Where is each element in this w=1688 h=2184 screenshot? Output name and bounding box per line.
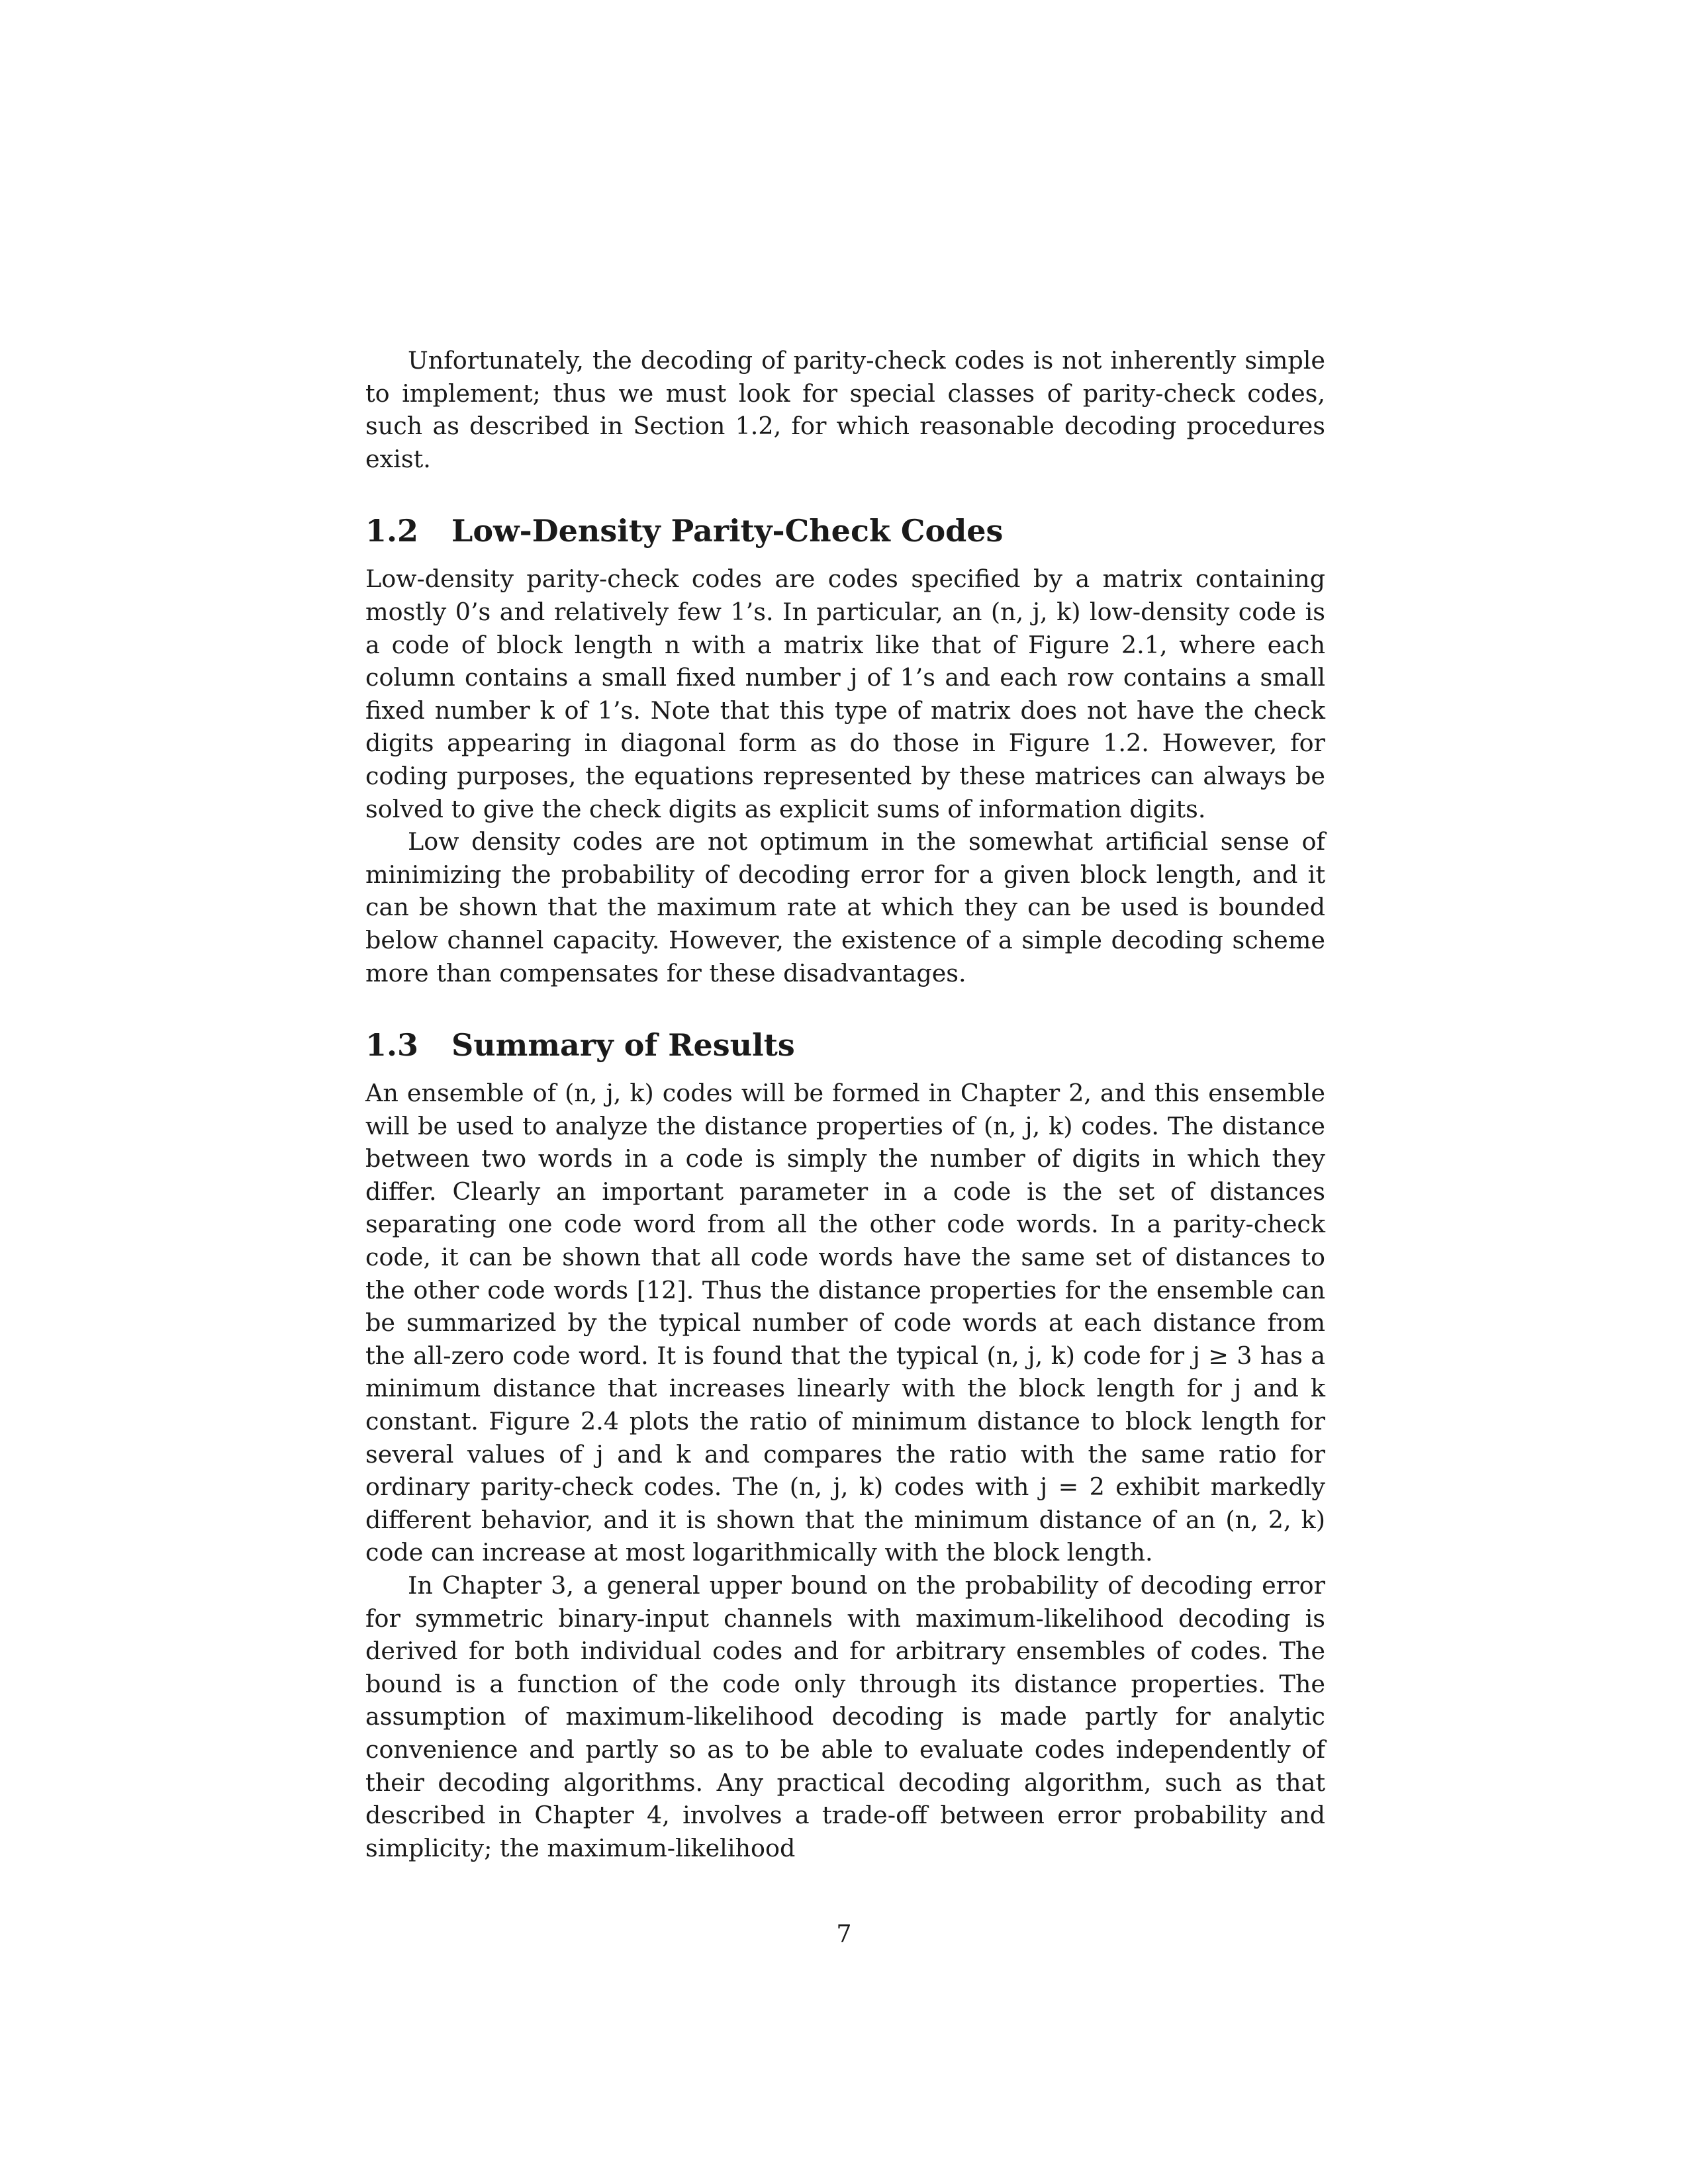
section-1-3-paragraph-2: In Chapter 3, a general upper bound on the probability of decoding error for symmetric binary-input channels with maximum-likelihood decoding is derived for both individual codes and for arbitrary ensembles of codes. The bound is a function of the code only through its distance properties. The assumption of maximum-likelihood decoding is made partly for analytic convenience and partly so as to be able to evaluate codes independently of their decoding algorithms. Any practical decoding algorithm, such as that described in Chapter 4, involves a trade-off between error probability and simplicity; the maximum-likelihood (365, 1571, 1325, 1862)
section-heading-1-3 (365, 1025, 1325, 1065)
page-number: 7 (836, 1919, 852, 1948)
section-title: Summary of Results (451, 1027, 795, 1064)
intro-paragraph: Unfortunately, the decoding of parity-check codes is not inherently simple to implement; thus we must look for special classes of parity-check codes, such as described in Section 1.2, for which reasonable decoding procedures exist. (365, 346, 1325, 473)
section-1-2-paragraph-2: Low density codes are not optimum in the somewhat artificial sense of minimizing the probability of decoding error for a given block length, and it can be shown that the maximum rate at which they can be used is bounded below channel capacity. However, the existence of a simple decoding scheme more than compensates for these disadvantages. (365, 827, 1325, 987)
section-1-3-paragraph-1: An ensemble of (n, j, k) codes will be formed in Chapter 2, and this ensemble will be used to analyze the distance properties of (n, j, k) codes. The distance between two words in a code is simply the number of digits in which they differ. Clearly an important parameter in a code is the set of distances separating one code word from all the other code words. In a parity-check code, it can be shown that all code words have the same set of distances to the other code words [12]. Thus the distance properties for the ensemble can be summarized by the typical number of code words at each distance from the all-zero code word. It is found that the typical (n, j, k) code for j ≥ 3 has a minimum distance that increases linearly with the block length for j and k constant. Figure 2.4 plots the ratio of minimum distance to block length for several values of j and k and compares the ratio with the same ratio for ordinary parity-check codes. The (n, j, k) codes with j = 2 exhibit markedly different behavior, and it is shown that the minimum distance of an (n, 2, k) code can increase at most logarithmically with the block length. (365, 1079, 1325, 1567)
section-number: 1.3 (365, 1027, 419, 1064)
section-1-2-paragraph-1: Low-density parity-check codes are codes specified by a matrix containing mostly 0’s and relatively few 1’s. In particular, an (n, j, k) low-density code is a code of block length n with a matrix like that of Figure 2.1, where each column contains a small fixed number j of 1’s and each row contains a small fixed number k of 1’s. Note that this type of matrix does not have the check digits appearing in diagonal form as do those in Figure 1.2. However, for coding purposes, the equations represented by these matrices can always be solved to give the check digits as explicit sums of information digits. (365, 565, 1325, 823)
section-heading-1-2 (365, 511, 1325, 551)
section-title: Low-Density Parity-Check Codes (451, 513, 1004, 549)
page-body (365, 344, 1325, 1864)
section-number: 1.2 (365, 513, 419, 549)
